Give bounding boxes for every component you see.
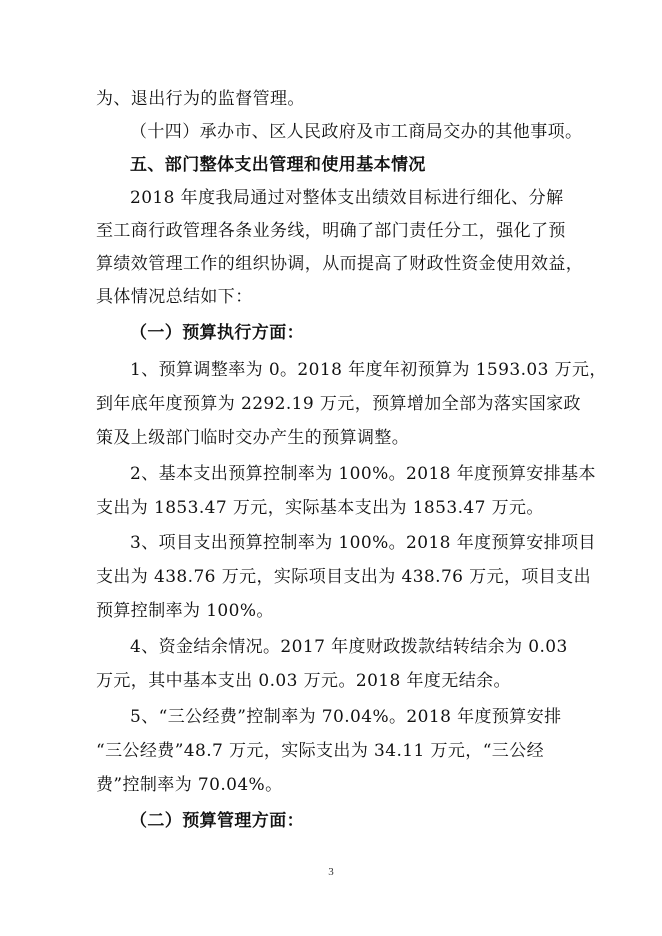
text-line: “三公经费”48.7 万元，实际支出为 34.11 万元，“三公经 xyxy=(96,741,545,761)
text-line: 1、预算调整率为 0。2018 年度年初预算为 1593.03 万元， xyxy=(130,360,607,380)
text-line: 万元，其中基本支出 0.03 万元。2018 年度无结余。 xyxy=(96,671,511,691)
text-line: 支出为 1853.47 万元，实际基本支出为 1853.47 万元。 xyxy=(96,498,544,518)
text-line: 至工商行政管理各条业务线，明确了部门责任分工，强化了预 xyxy=(96,221,566,241)
text-line: 2018 年度我局通过对整体支出绩效目标进行细化、分解 xyxy=(130,188,564,208)
subsection-heading: （一）预算执行方面： xyxy=(130,323,304,343)
page-number: 3 xyxy=(328,866,334,878)
text-line: 费”控制率为 70.04%。 xyxy=(96,775,283,795)
text-line: 为、退出行为的监督管理。 xyxy=(96,89,305,109)
section-heading: 五、部门整体支出管理和使用基本情况 xyxy=(130,155,426,175)
text-line: 3、项目支出预算控制率为 100%。2018 年度预算安排项目 xyxy=(130,533,596,553)
text-line: 具体情况总结如下： xyxy=(96,287,253,307)
subsection-heading: （二）预算管理方面： xyxy=(130,811,304,831)
text-line: 支出为 438.76 万元，实际项目支出为 438.76 万元，项目支出 xyxy=(96,567,591,587)
text-line: 算绩效管理工作的组织协调，从而提高了财政性资金使用效益， xyxy=(96,254,584,274)
text-line: 策及上级部门临时交办产生的预算调整。 xyxy=(96,428,410,448)
text-line: 到年底年度预算为 2292.19 万元，预算增加全部为落实国家政 xyxy=(96,394,581,414)
text-line: （十四）承办市、区人民政府及市工商局交办的其他事项。 xyxy=(130,122,583,142)
text-line: 2、基本支出预算控制率为 100%。2018 年度预算安排基本 xyxy=(130,464,596,484)
text-line: 预算控制率为 100%。 xyxy=(96,601,274,621)
text-line: 5、“三公经费”控制率为 70.04%。2018 年度预算安排 xyxy=(130,707,562,727)
text-line: 4、资金结余情况。2017 年度财政拨款结转结余为 0.03 xyxy=(130,637,568,657)
